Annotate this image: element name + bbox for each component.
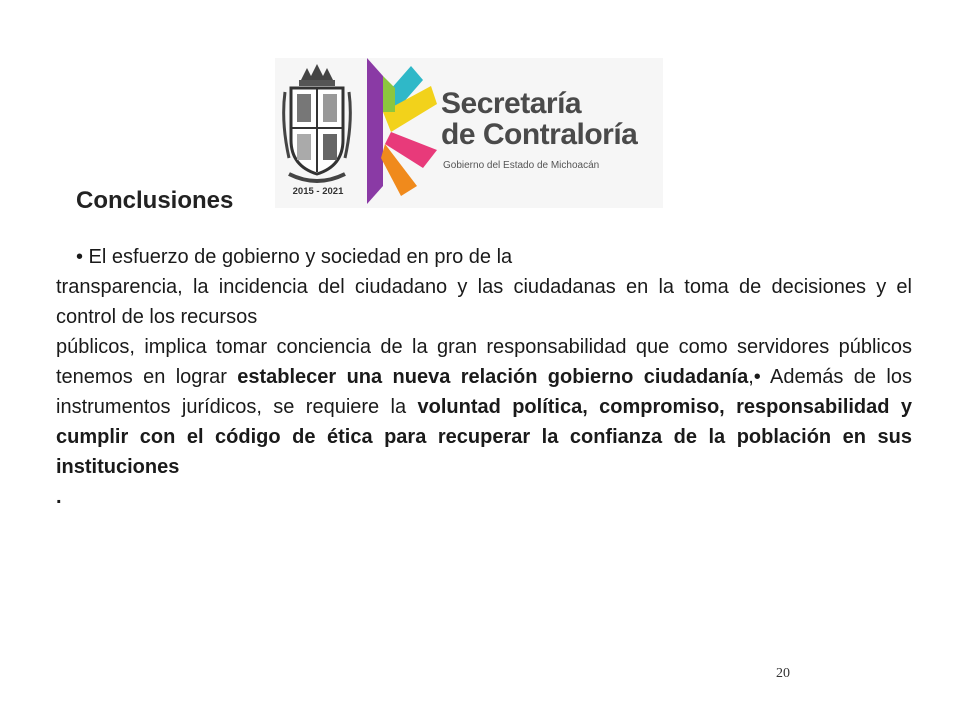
bullet-line: • El esfuerzo de gobierno y sociedad en pro de la xyxy=(76,246,513,268)
text-segment: públicos, implica tomar conciencia de la gran responsabilidad que como servidores públicos tenemos en lograr xyxy=(56,336,912,388)
k-brand-icon xyxy=(361,58,439,204)
administration-years: 2015 - 2021 xyxy=(292,186,344,197)
secretaria-logo xyxy=(275,58,663,208)
brand-title-line1: Secretaría xyxy=(441,87,582,120)
paragraph-main xyxy=(56,332,912,482)
section-heading: Conclusiones xyxy=(76,187,234,214)
michoacan-coat-of-arms-icon xyxy=(281,62,353,202)
page-number: 20 xyxy=(776,666,790,681)
trailing-period: . xyxy=(56,486,62,508)
brand-subtitle: Gobierno del Estado de Michoacán xyxy=(443,160,600,171)
conclusion-paragraph xyxy=(56,242,912,512)
brand-title xyxy=(441,88,637,150)
bold-segment: voluntad política, compromiso, responsabilidad y cumplir con el código de ética para recuperar la confianza de la población en sus instituciones xyxy=(56,396,912,478)
bold-segment: establecer una nueva relación gobierno ciudadanía xyxy=(237,366,749,388)
paragraph-line-2: transparencia, la incidencia del ciudadano y las ciudadanas en la toma de decisiones y el control de los recursos xyxy=(56,276,912,328)
brand-title-line2: de Contraloría xyxy=(441,118,638,151)
text-segment: ,• Además de los instrumentos jurídicos, se requiere la xyxy=(56,366,912,418)
